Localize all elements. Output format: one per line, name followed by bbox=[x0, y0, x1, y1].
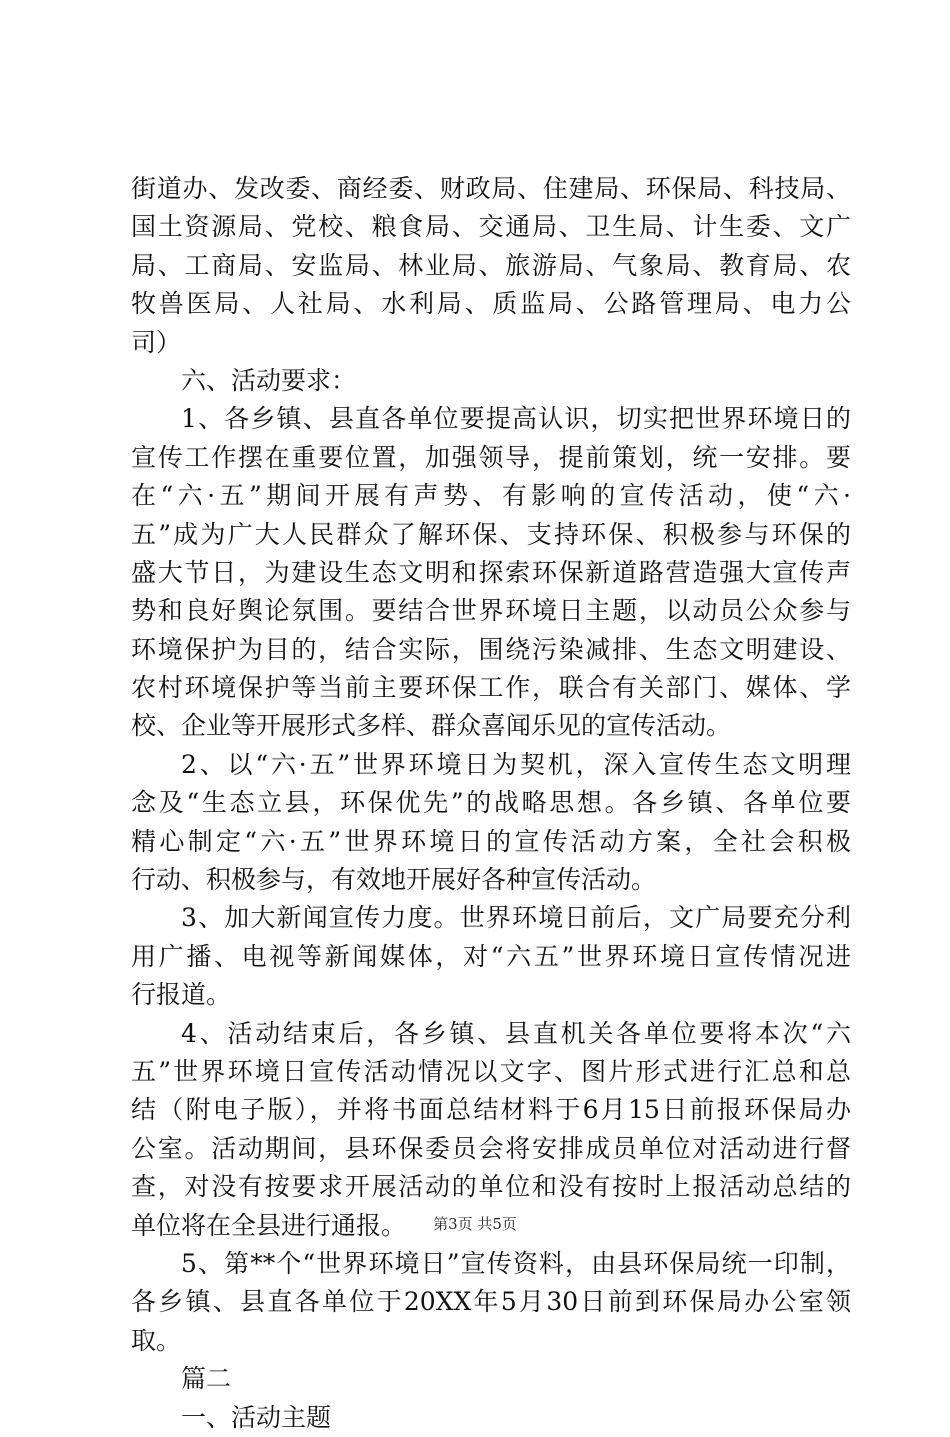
text-line: 行报道。 bbox=[131, 980, 232, 1010]
text-line: 盛大节日，为建设生态文明和探索环保新道路营造强大宣传声 bbox=[131, 557, 851, 587]
text-line: 农村环境保护等当前主要环保工作，联合有关部门、媒体、学 bbox=[131, 673, 851, 703]
text-line: 单位将在全县进行通报。 bbox=[131, 1210, 407, 1240]
text-line: 2、以“六·五”世界环境日为契机，深入宣传生态文明理 bbox=[181, 749, 851, 779]
text-line: 司） bbox=[131, 327, 182, 357]
text-line: 五”世界环境日宣传活动情况以文字、图片形式进行汇总和总 bbox=[131, 1056, 851, 1086]
text-line: 校、企业等开展形式多样、群众喜闻乐见的宣传活动。 bbox=[131, 711, 732, 741]
text-line: 势和良好舆论氛围。要结合世界环境日主题，以动员公众参与 bbox=[131, 596, 851, 626]
document-body bbox=[131, 170, 851, 1437]
text-line: 各乡镇、县直各单位于20XX年5月30日前到环保局办公室领 bbox=[131, 1287, 851, 1317]
text-line: 牧兽医局、人社局、水利局、质监局、公路管理局、电力公 bbox=[131, 289, 851, 319]
text-line: 精心制定“六·五”世界环境日的宣传活动方案，全社会积极 bbox=[131, 826, 851, 856]
text-line: 街道办、发改委、商经委、财政局、住建局、环保局、科技局、 bbox=[131, 174, 851, 203]
text-line: 取。 bbox=[131, 1325, 182, 1355]
text-line: 国土资源局、党校、粮食局、交通局、卫生局、计生委、文广 bbox=[131, 212, 851, 242]
text-line: 用广播、电视等新闻媒体，对“六五”世界环境日宣传情况进 bbox=[131, 941, 851, 971]
text-line: 宣传工作摆在重要位置，加强领导，提前策划，统一安排。要 bbox=[131, 442, 851, 472]
text-line: 局、工商局、安监局、林业局、旅游局、气象局、教育局、农 bbox=[131, 250, 851, 280]
text-line: 一、活动主题 bbox=[181, 1402, 332, 1432]
text-line: 查，对没有按要求开展活动的单位和没有按时上报活动总结的 bbox=[131, 1172, 851, 1202]
text-line: 五”成为广大人民群众了解环保、支持环保、积极参与环保的 bbox=[131, 519, 851, 549]
page-footer: 第3页 共5页 bbox=[433, 1215, 517, 1233]
text-line: 4、活动结束后，各乡镇、县直机关各单位要将本次“六 bbox=[181, 1018, 851, 1048]
text-line: 六、活动要求： bbox=[181, 365, 357, 395]
text-line: 行动、积极参与，有效地开展好各种宣传活动。 bbox=[131, 865, 657, 895]
text-line: 在“六·五”期间开展有声势、有影响的宣传活动，使“六· bbox=[131, 481, 851, 511]
text-line: 公室。活动期间，县环保委员会将安排成员单位对活动进行督 bbox=[131, 1133, 851, 1163]
text-line: 念及“生态立县，环保优先”的战略思想。各乡镇、各单位要 bbox=[131, 788, 851, 818]
text-line: 5、第**个“世界环境日”宣传资料，由县环保局统一印制， bbox=[181, 1248, 851, 1278]
text-line: 环境保护为目的，结合实际，围绕污染减排、生态文明建设、 bbox=[131, 634, 851, 664]
text-line: 结（附电子版），并将书面总结材料于6月15日前报环保局办 bbox=[131, 1095, 851, 1125]
text-line: 3、加大新闻宣传力度。世界环境日前后，文广局要充分利 bbox=[181, 903, 851, 933]
text-line: 篇二 bbox=[181, 1364, 232, 1394]
text-line: 1、各乡镇、县直各单位要提高认识，切实把世界环境日的 bbox=[181, 404, 851, 434]
